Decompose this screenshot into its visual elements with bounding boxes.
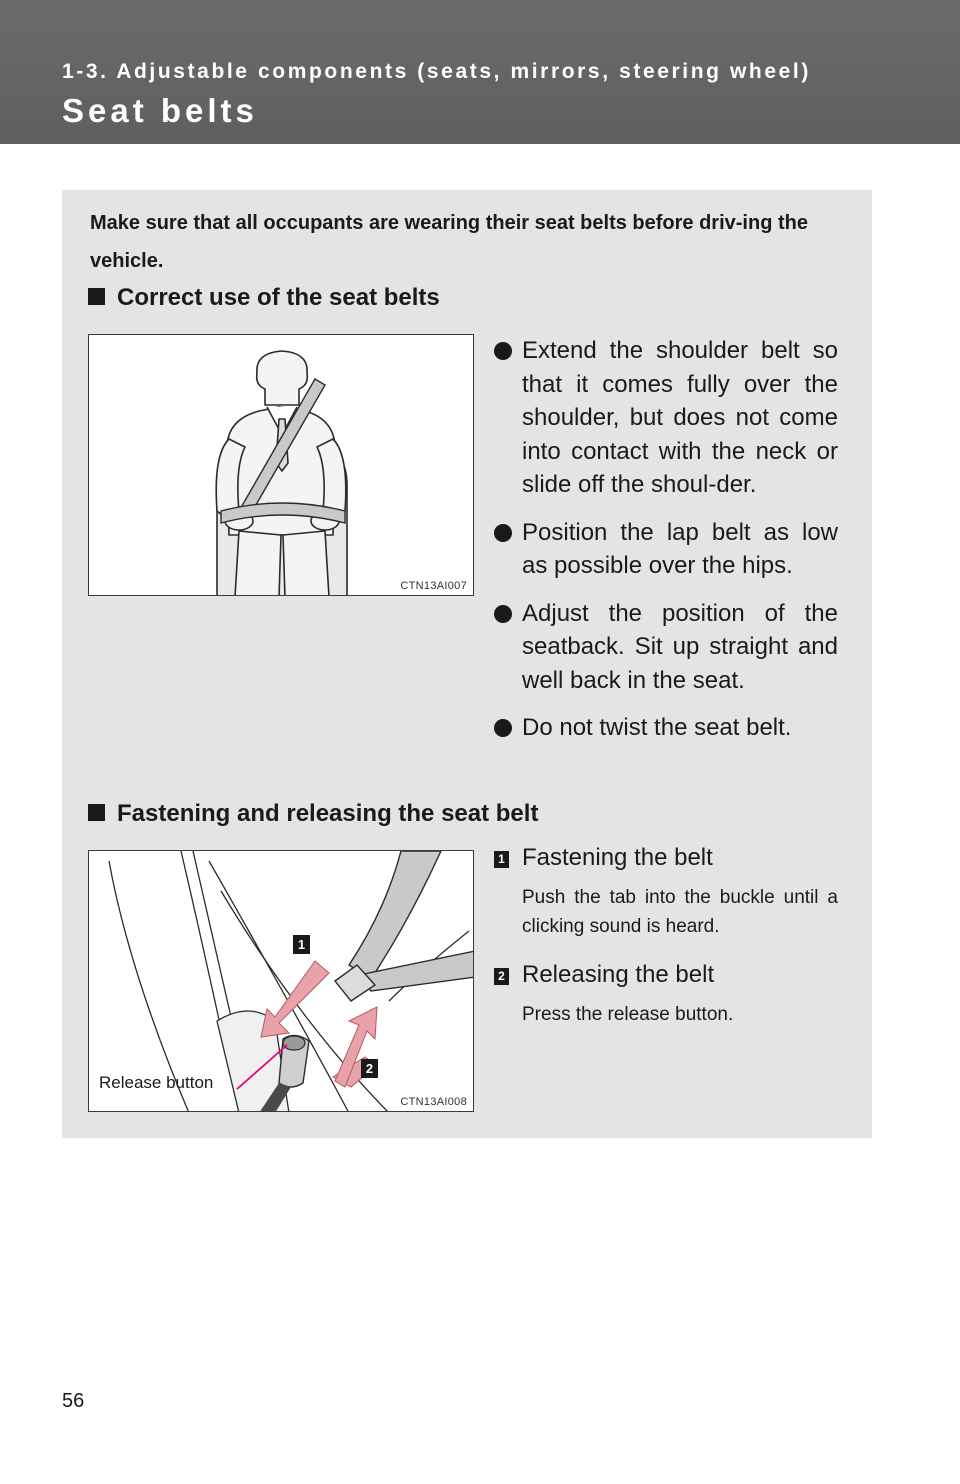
bullet-text: Extend the shoulder belt so that it comes fully over the shoulder, but does not come into contact with the neck or slide off the shoul-der.: [522, 337, 838, 498]
bullet-item: [494, 597, 838, 698]
bullet-dot-icon: [494, 342, 512, 360]
bullet-text: Position the lap belt as low as possible over the hips.: [522, 518, 838, 579]
section-label: 1-3. Adjustable components (seats, mirrors, steering wheel): [62, 60, 811, 83]
step-title-text: Fastening the belt: [522, 844, 713, 871]
bullet-dot-icon: [494, 719, 512, 737]
square-bullet-icon: [88, 804, 105, 821]
subheading-fastening-label: Fastening and releasing the seat belt: [117, 800, 539, 827]
figure-code: CTN13AI008: [400, 1096, 467, 1108]
step-number-badge: 2: [494, 968, 509, 985]
figure-seated-occupant: [88, 334, 474, 596]
intro-text: Make sure that all occupants are wearing their seat belts before driv-ing the vehicle.: [90, 212, 808, 272]
step-title: [494, 957, 838, 993]
step-description: Push the tab into the buckle until a clicking sound is heard.: [522, 887, 838, 937]
bullet-item: [494, 516, 838, 583]
figure-buckle: [88, 850, 474, 1112]
step-description: Press the release button.: [522, 1004, 734, 1025]
page-header: [0, 0, 960, 144]
callout-number-2: 2: [361, 1059, 378, 1078]
bullet-list-correct-use: [494, 334, 838, 759]
step-number-badge: 1: [494, 851, 509, 868]
bullet-item: [494, 711, 838, 745]
page-title: Seat belts: [62, 92, 258, 129]
bullet-text: Do not twist the seat belt.: [522, 714, 792, 741]
step-item: [494, 957, 838, 1029]
subheading-correct-use: [88, 284, 440, 312]
subheading-fastening: [88, 800, 538, 828]
callout-number-1: 1: [293, 935, 310, 954]
bullet-dot-icon: [494, 524, 512, 542]
bullet-item: [494, 334, 838, 502]
square-bullet-icon: [88, 288, 105, 305]
step-title-text: Releasing the belt: [522, 961, 715, 988]
occupant-illustration: [89, 335, 474, 596]
bullet-dot-icon: [494, 605, 512, 623]
figure-code: CTN13AI007: [400, 580, 467, 592]
step-title: [494, 840, 838, 876]
page-number: 56: [62, 1390, 85, 1412]
subheading-correct-use-label: Correct use of the seat belts: [117, 284, 440, 311]
release-button-label: Release button: [99, 1073, 214, 1092]
bullet-text: Adjust the position of the seatback. Sit up straight and well back in the seat.: [522, 599, 838, 694]
steps-list: [494, 840, 838, 1029]
step-item: [494, 840, 838, 941]
